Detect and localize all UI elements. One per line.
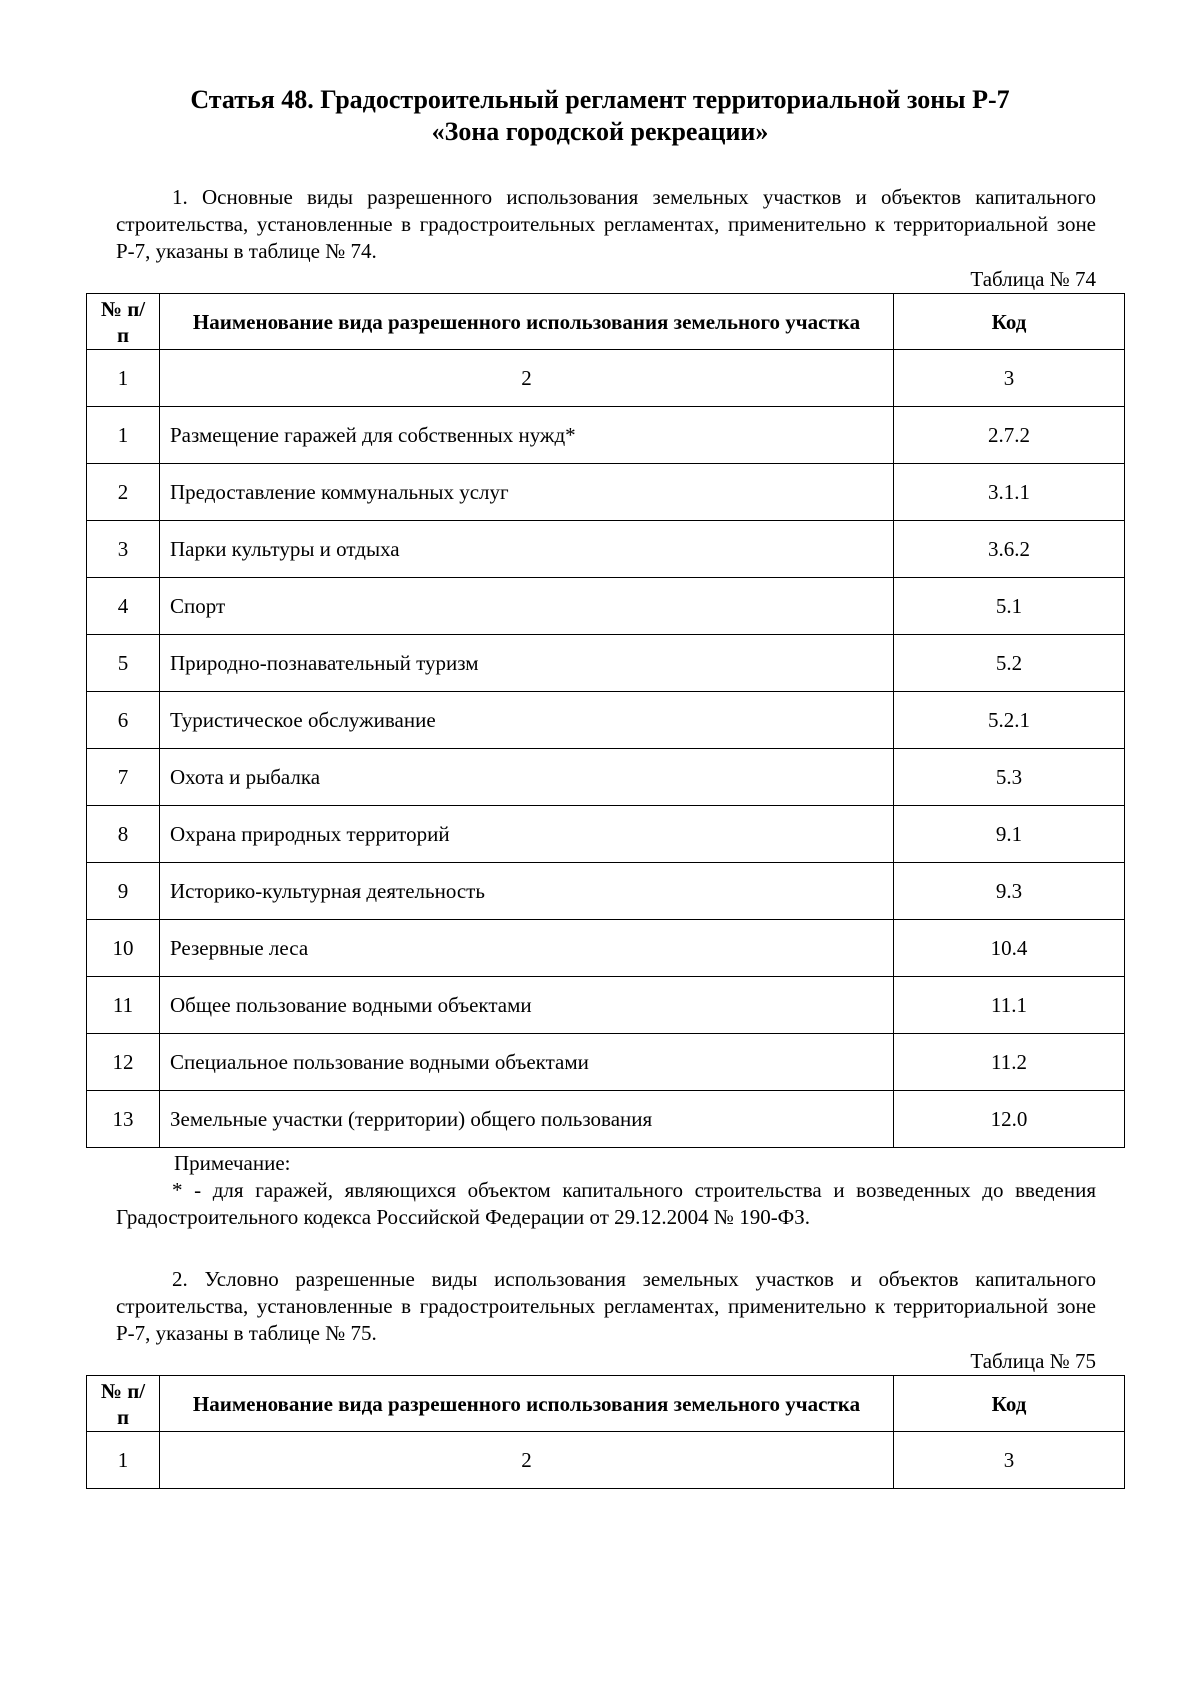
row-name: Предоставление коммунальных услуг	[160, 464, 894, 521]
table-74-caption: Таблица № 74	[970, 267, 1096, 291]
row-code: 11.1	[894, 977, 1125, 1034]
row-name: Размещение гаражей для собственных нужд*	[160, 407, 894, 464]
header-num: № п/п	[87, 1376, 160, 1432]
row-name: Общее пользование водными объектами	[160, 977, 894, 1034]
row-num: 12	[87, 1034, 160, 1091]
table-75-index-row	[87, 1432, 1125, 1489]
article-title-line-2: «Зона городской рекреации»	[431, 117, 769, 146]
row-name: Туристическое обслуживание	[160, 692, 894, 749]
table-row	[87, 407, 1125, 464]
header-name: Наименование вида разрешенного использования земельного участка	[160, 1376, 894, 1432]
row-num: 13	[87, 1091, 160, 1148]
row-num: 10	[87, 920, 160, 977]
row-code: 11.2	[894, 1034, 1125, 1091]
row-code: 3.6.2	[894, 521, 1125, 578]
row-num: 4	[87, 578, 160, 635]
table-row	[87, 692, 1125, 749]
table-74-index-row	[87, 350, 1125, 407]
row-name: Природно-познавательный туризм	[160, 635, 894, 692]
row-name: Историко-культурная деятельность	[160, 863, 894, 920]
index-cell: 2	[160, 1432, 894, 1489]
header-name: Наименование вида разрешенного использования земельного участка	[160, 294, 894, 350]
article-title	[90, 84, 1110, 148]
row-num: 11	[87, 977, 160, 1034]
row-code: 12.0	[894, 1091, 1125, 1148]
table-row	[87, 521, 1125, 578]
table-75-header-row	[87, 1376, 1125, 1432]
table-row	[87, 920, 1125, 977]
row-num: 8	[87, 806, 160, 863]
index-cell: 3	[894, 1432, 1125, 1489]
section-1-paragraph: 1. Основные виды разрешенного использования земельных участков и объектов капитального строительства, установленные в градостроительных регламентах, применительно к территориальной зоне Р-7, указаны в таблице № 74.	[116, 185, 1096, 263]
table-row	[87, 635, 1125, 692]
header-code: Код	[894, 1376, 1125, 1432]
row-num: 5	[87, 635, 160, 692]
table-74-header-row	[87, 294, 1125, 350]
row-code: 5.2.1	[894, 692, 1125, 749]
row-code: 5.2	[894, 635, 1125, 692]
row-num: 3	[87, 521, 160, 578]
table-75	[86, 1375, 1125, 1489]
table-row	[87, 1034, 1125, 1091]
row-num: 6	[87, 692, 160, 749]
note-text: * - для гаражей, являющихся объектом капитального строительства и возведенных до введения Градостроительного кодекса Российской Федерации от 29.12.2004 № 190-ФЗ.	[116, 1178, 1096, 1229]
row-code: 2.7.2	[894, 407, 1125, 464]
row-name: Резервные леса	[160, 920, 894, 977]
row-code: 9.3	[894, 863, 1125, 920]
row-num: 1	[87, 407, 160, 464]
index-cell: 3	[894, 350, 1125, 407]
table-row	[87, 1091, 1125, 1148]
row-num: 2	[87, 464, 160, 521]
index-cell: 1	[87, 350, 160, 407]
table-row	[87, 806, 1125, 863]
table-74	[86, 293, 1125, 1148]
header-num: № п/п	[87, 294, 160, 350]
table-row	[87, 863, 1125, 920]
row-code: 10.4	[894, 920, 1125, 977]
row-code: 3.1.1	[894, 464, 1125, 521]
index-cell: 2	[160, 350, 894, 407]
article-title-line-1: Статья 48. Градостроительный регламент территориальной зоны Р-7	[190, 85, 1010, 114]
row-num: 9	[87, 863, 160, 920]
section-2-paragraph: 2. Условно разрешенные виды использования земельных участков и объектов капитального строительства, установленные в градостроительных регламентах, применительно к территориальной зоне Р-7, указаны в таблице № 75.	[116, 1267, 1096, 1345]
table-row	[87, 464, 1125, 521]
row-name: Земельные участки (территории) общего пользования	[160, 1091, 894, 1148]
table-row	[87, 977, 1125, 1034]
row-code: 9.1	[894, 806, 1125, 863]
table-row	[87, 578, 1125, 635]
index-cell: 1	[87, 1432, 160, 1489]
row-name: Специальное пользование водными объектами	[160, 1034, 894, 1091]
row-num: 7	[87, 749, 160, 806]
table-75-caption: Таблица № 75	[970, 1349, 1096, 1373]
row-name: Охота и рыбалка	[160, 749, 894, 806]
table-row	[87, 749, 1125, 806]
row-name: Спорт	[160, 578, 894, 635]
row-name: Охрана природных территорий	[160, 806, 894, 863]
header-code: Код	[894, 294, 1125, 350]
row-code: 5.1	[894, 578, 1125, 635]
note-title: Примечание:	[174, 1151, 291, 1175]
row-code: 5.3	[894, 749, 1125, 806]
row-name: Парки культуры и отдыха	[160, 521, 894, 578]
